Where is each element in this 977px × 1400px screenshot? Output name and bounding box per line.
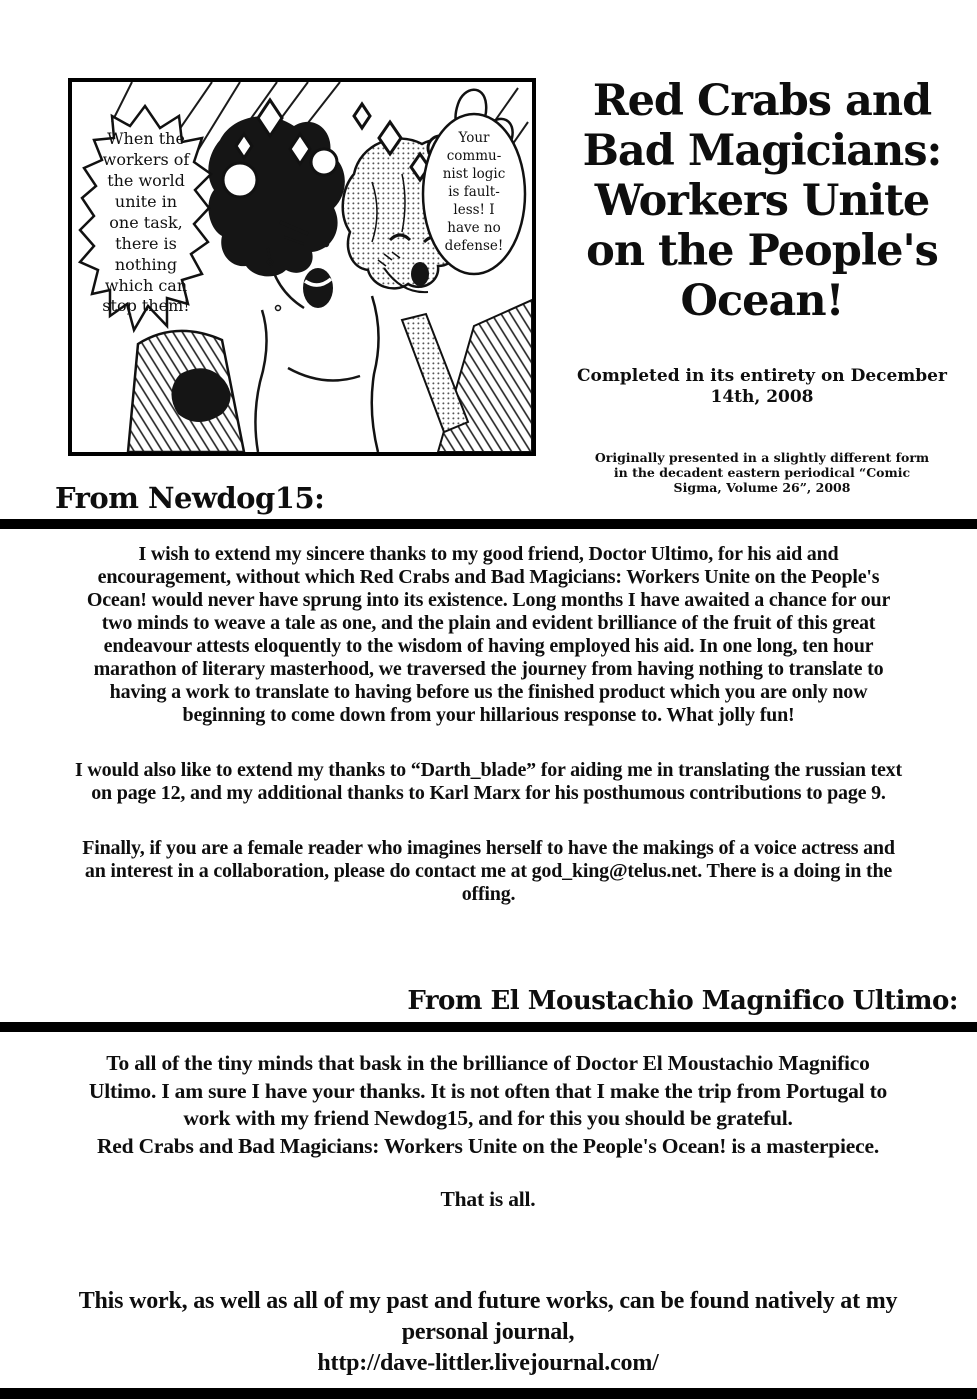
ultimo-message xyxy=(88,1050,888,1214)
completion-note-line: 14th, 2008 xyxy=(710,387,814,407)
bubble-line: is fault- xyxy=(448,184,500,200)
that-is-all-line: That is all. xyxy=(440,1187,536,1211)
page-title-line: Bad Magicians: xyxy=(582,126,942,176)
bubble-line: defense! xyxy=(444,238,504,254)
origin-note-line: Sigma, Volume 26”, 2008 xyxy=(673,480,851,495)
ultimo-paragraph-2: Red Crabs and Bad Magicians: Workers Unite on the People's Ocean! is a masterpiece. xyxy=(96,1133,880,1158)
bubble-line: less! I xyxy=(453,202,495,218)
bubble-line: When the xyxy=(107,129,185,148)
manga-panel-art xyxy=(72,82,532,452)
title-block xyxy=(556,76,968,495)
origin-note-line: in the decadent eastern periodical “Comic xyxy=(613,465,911,480)
footer-note xyxy=(63,1286,913,1379)
completion-note-line: Completed in its entirety on December xyxy=(577,366,947,386)
newdog-message xyxy=(73,543,904,938)
bubble-line: nist logic xyxy=(442,166,506,182)
bubble-line: commu- xyxy=(446,148,502,164)
section-heading-newdog: From Newdog15: xyxy=(55,481,325,515)
bottom-divider xyxy=(0,1388,977,1399)
section-divider-1 xyxy=(0,519,977,529)
bubble-line: there is xyxy=(115,234,177,253)
origin-note xyxy=(556,450,968,495)
bubble-line: the world xyxy=(107,171,185,190)
page-title-line: Red Crabs and xyxy=(592,76,932,126)
bubble-line: unite in xyxy=(114,192,178,211)
newdog-paragraph-1: I wish to extend my sincere thanks to my good friend, Doctor Ultimo, for his aid and encouragement, without which Red Crabs and Bad Magicians: Workers Unite on the People's Ocean! would never have sprung into its existence. Long months I have awaited a chance for our two minds to weave a tale as one, and the plain and evident brilliance of the fruit of this great endeavour attests eloquently to the wisdom of having employed his aid. In one long, ten hour marathon of literary masterhood, we traversed the journey from having nothing to translate to having a work to translate to having before us the finished product which you are only now beginning to come down from your hillarious response to. What jolly fun! xyxy=(86,543,891,726)
bubble-line: nothing xyxy=(114,255,178,274)
newdog-paragraph-2: I would also like to extend my thanks to “Darth_blade” for aiding me in translating the russian text on page 12, and my additional thanks to Karl Marx for his posthumous contributions to page 9. xyxy=(75,759,902,804)
bubble-line: one task, xyxy=(109,213,183,232)
manga-panel xyxy=(68,78,536,456)
page-title-line: Ocean! xyxy=(680,276,844,326)
ultimo-paragraph-1: To all of the tiny minds that bask in the brilliance of Doctor El Moustachio Magnifico Ultimo. I am sure I have your thanks. It is not often that I make the trip from Portugal to work with my friend Newdog15, and for this you should be grateful. xyxy=(88,1051,888,1130)
speech-bubble-right xyxy=(423,114,525,274)
bubble-line: Your xyxy=(458,130,490,146)
section-divider-2 xyxy=(0,1022,977,1032)
origin-note-line: Originally presented in a slightly different form xyxy=(594,450,930,465)
newdog-paragraph-3: Finally, if you are a female reader who imagines herself to have the makings of a voice actress and an interest in a collaboration, please do contact me at god_king@telus.net. There is a doing in the offing. xyxy=(82,837,895,905)
page-title-line: on the People's xyxy=(586,226,938,276)
bubble-line: which can xyxy=(104,276,188,295)
speech-bubble-left xyxy=(80,106,211,330)
footer-text: This work, as well as all of my past and future works, can be found natively at my personal journal, xyxy=(78,1288,898,1345)
bubble-line: have no xyxy=(447,220,501,236)
bubble-line: stop them! xyxy=(102,296,190,315)
journal-url: http://dave-littler.livejournal.com/ xyxy=(317,1350,659,1376)
section-heading-ultimo: From El Moustachio Magnifico Ultimo: xyxy=(407,986,958,1016)
completion-note xyxy=(556,366,968,408)
bubble-line: workers of xyxy=(102,150,190,169)
page-title-line: Workers Unite xyxy=(594,176,930,226)
